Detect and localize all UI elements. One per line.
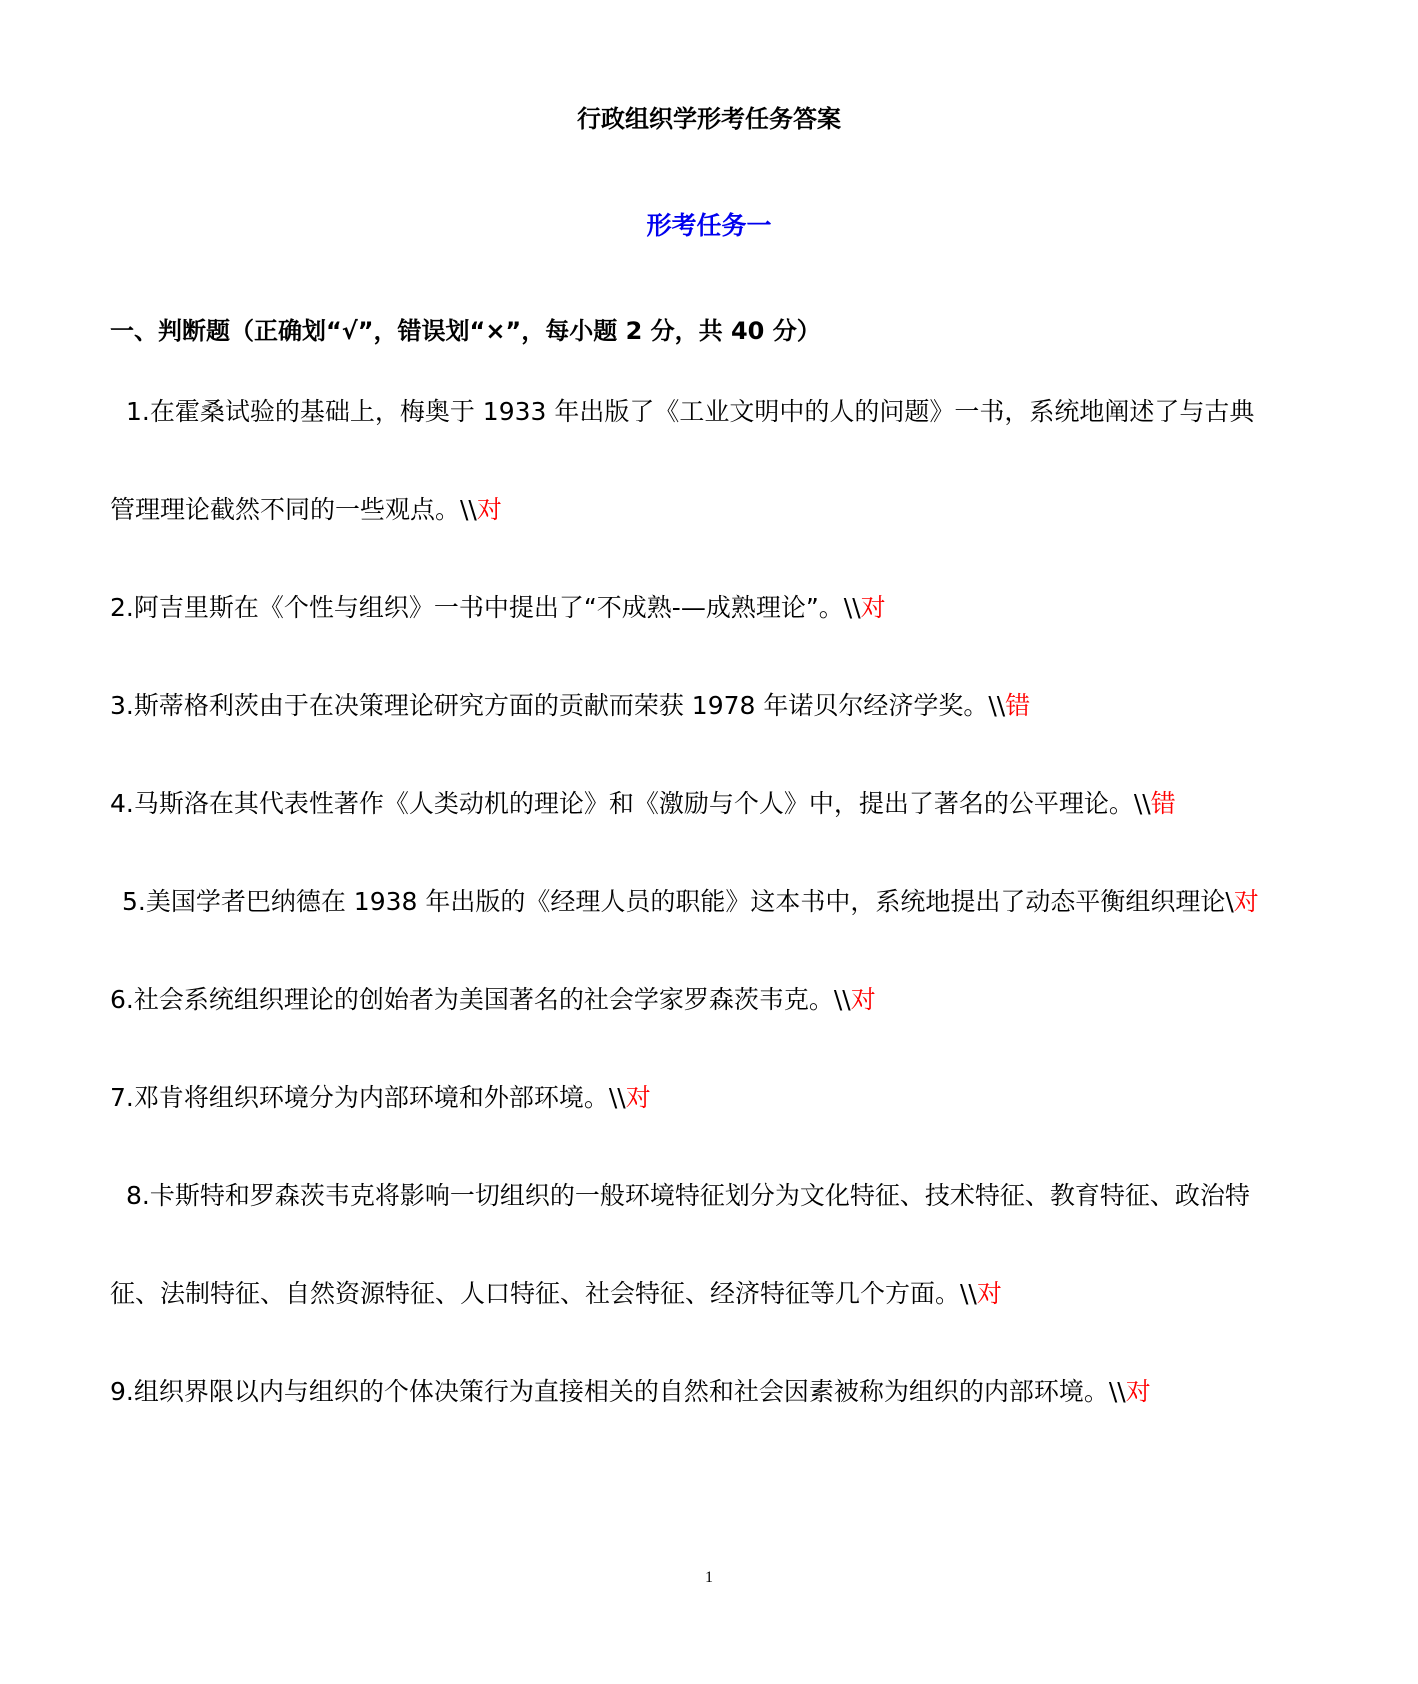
question-2-answer: 对 — [860, 593, 886, 622]
question-7-text: 7.邓肯将组织环境分为内部环境和外部环境。\\ — [110, 1083, 626, 1112]
question-4-text: 4.马斯洛在其代表性著作《人类动机的理论》和《激励与个人》中，提出了著名的公平理论。\\ — [110, 789, 1151, 818]
question-7 — [110, 1080, 651, 1116]
document-title: 行政组织学形考任务答案 — [577, 105, 841, 133]
question-8-text: 征、法制特征、自然资源特征、人口特征、社会特征、经济特征等几个方面。\\ — [110, 1279, 977, 1308]
question-5-answer: 对 — [1233, 887, 1259, 916]
question-4 — [110, 786, 1176, 822]
question-8-answer: 对 — [976, 1279, 1002, 1308]
question-6 — [110, 982, 876, 1018]
question-3-text: 3.斯蒂格利茨由于在决策理论研究方面的贡献而荣获 1978 年诺贝尔经济学奖。\\ — [110, 691, 1006, 720]
question-9-text: 9.组织界限以内与组织的个体决策行为直接相关的自然和社会因素被称为组织的内部环境。\\ — [110, 1377, 1126, 1406]
question-2-text: 2.阿吉里斯在《个性与组织》一书中提出了“不成熟-—成熟理论”。\\ — [110, 593, 861, 622]
question-5-text: 5.美国学者巴纳德在 1938 年出版的《经理人员的职能》这本书中，系统地提出了动态平衡组织理论\ — [122, 887, 1234, 916]
question-7-answer: 对 — [625, 1083, 651, 1112]
question-5 — [122, 884, 1259, 920]
section-heading: 一、判断题（正确划“√”，错误划“×”，每小题 2 分，共 40 分） — [110, 317, 821, 345]
question-1-line-1: 1.在霍桑试验的基础上，梅奥于 1933 年出版了《工业文明中的人的问题》一书，系统地阐述了与古典 — [126, 397, 1255, 426]
task-title: 形考任务一 — [646, 211, 772, 240]
question-6-answer: 对 — [850, 985, 876, 1014]
page-number: 1 — [705, 1569, 713, 1586]
question-3 — [110, 688, 1030, 724]
question-3-answer: 错 — [1005, 691, 1031, 720]
question-8-line-1: 8.卡斯特和罗森茨韦克将影响一切组织的一般环境特征划分为文化特征、技术特征、教育特征、政治特 — [126, 1181, 1250, 1210]
question-1-text: 管理理论截然不同的一些观点。\\ — [110, 495, 477, 524]
question-2 — [110, 590, 886, 626]
question-4-answer: 错 — [1150, 789, 1176, 818]
question-1-answer: 对 — [476, 495, 502, 524]
question-9-answer: 对 — [1125, 1377, 1151, 1406]
question-1-line-2 — [110, 492, 502, 528]
question-9 — [110, 1374, 1151, 1410]
question-8-line-2 — [110, 1276, 1002, 1312]
question-6-text: 6.社会系统组织理论的创始者为美国著名的社会学家罗森茨韦克。\\ — [110, 985, 851, 1014]
